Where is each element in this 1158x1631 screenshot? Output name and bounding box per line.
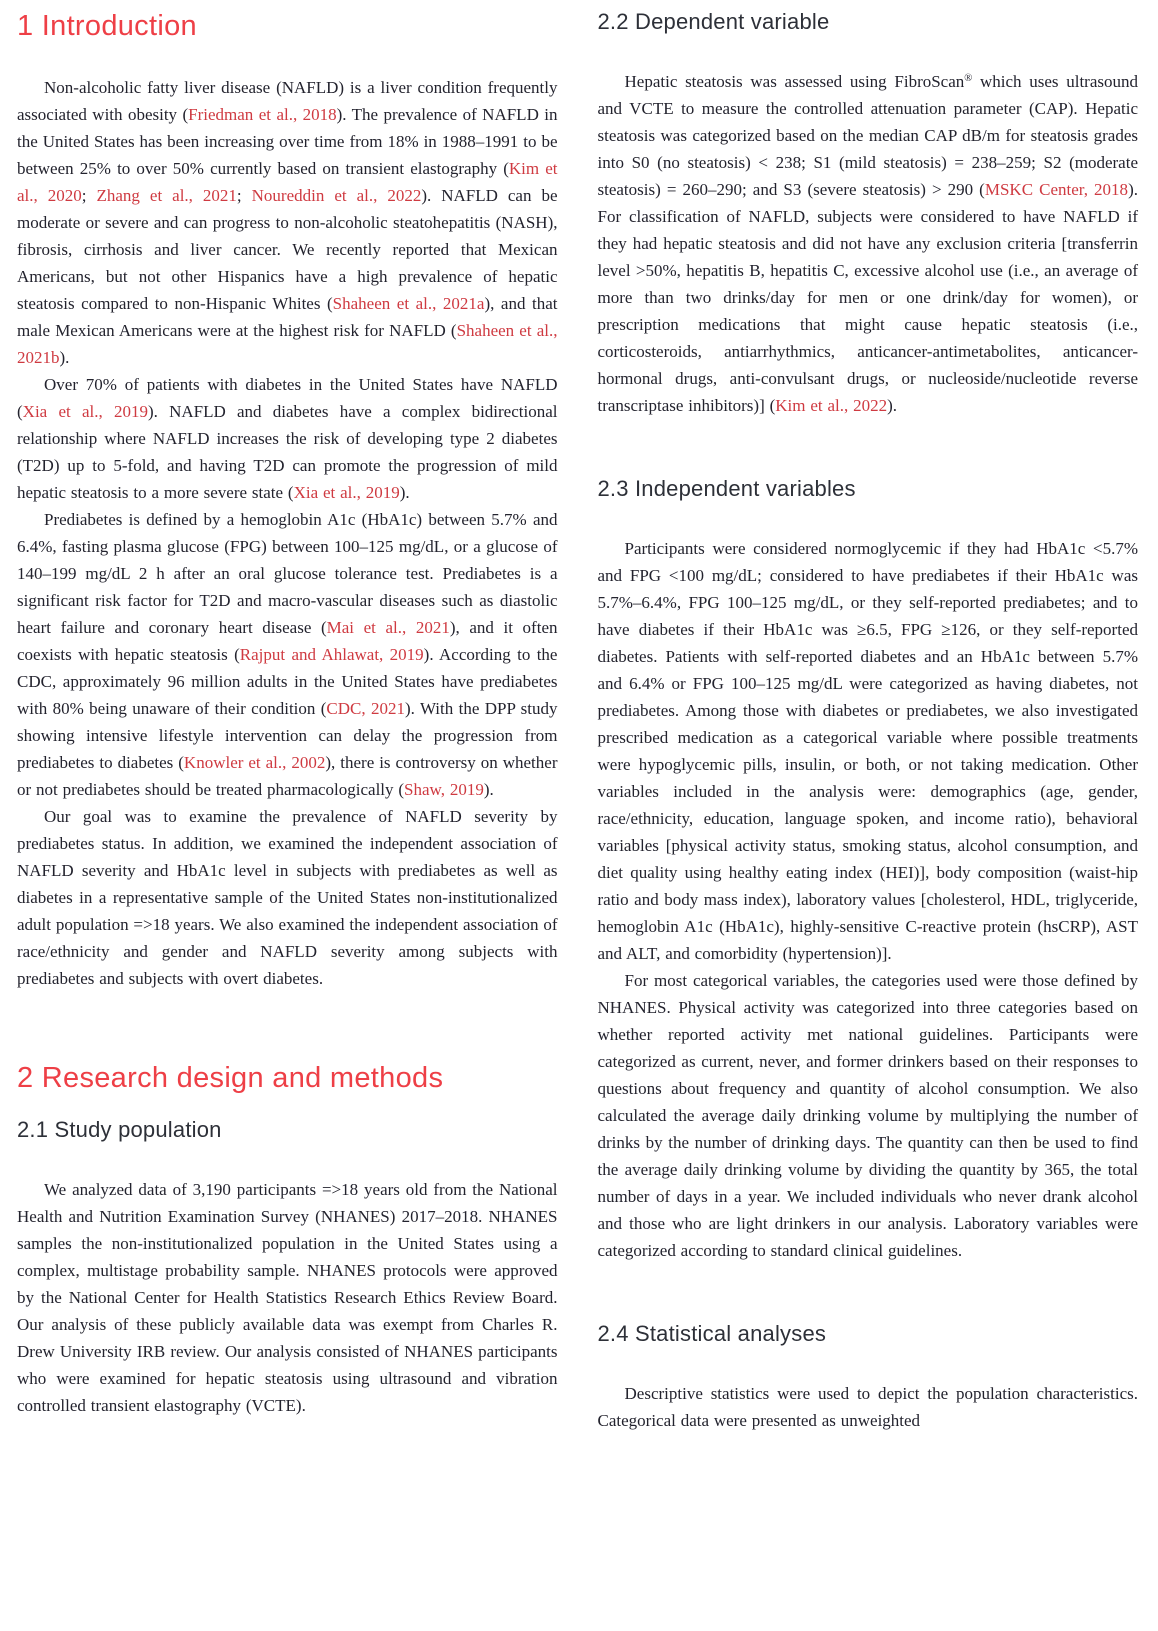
- citation-link[interactable]: Noureddin et al., 2022: [251, 186, 422, 205]
- text-run: Hepatic steatosis was assessed using FibroScan: [624, 72, 965, 91]
- text-run: ). For classification of NAFLD, subjects were considered to have NAFLD if they had hepatic steatosis and did not have any exclusion criteria [transferrin level >50%, hepatitis B, hepatitis C, excessive alcohol use (i.e., an average of more than two drinks/day for men or one drink/day for women), or prescription medications that might cause hepatic steatosis (i.e., corticosteroids, antiarrhythmics, anticancer-antimetabolites, anticancer-hormonal drugs, anti-convulsant drugs, or nucleoside/nucleotide reverse transcriptase inhibitors)] (: [597, 180, 1138, 415]
- citation-link[interactable]: Shaw, 2019: [404, 780, 484, 799]
- text-run: ), there is controversy on whether or not prediabetes should be treated pharmacologically (: [17, 753, 558, 799]
- text-run: ;: [81, 186, 97, 205]
- subsection-heading: 2.2 Dependent variable: [597, 9, 830, 34]
- text-run: ). According to the CDC, approximately 96 million adults in the United States have prediabetes with 80% being unaware of their condition (: [17, 645, 558, 718]
- text-run: ).: [483, 780, 494, 799]
- text-run: Our goal was to examine the prevalence of NAFLD severity by prediabetes status. In addition, we examined the independent association of NAFLD severity and HbA1c level in subjects with prediabetes as well as diabetes in a representative sample of the United States non-institutionalized adult population =>18 years. We also examined the independent association of race/ethnicity and gender and NAFLD severity among subjects with prediabetes and subjects with overt diabetes.: [17, 807, 558, 988]
- text-run: Non-alcoholic fatty liver disease (NAFLD) is a liver condition frequently associated with obesity (: [17, 78, 558, 124]
- text-run: ).: [59, 348, 70, 367]
- paragraph: [598, 68, 1139, 419]
- text-run: ;: [236, 186, 252, 205]
- text-run: ). NAFLD can be moderate or severe and can progress to non-alcoholic steatohepatitis (NASH), fibrosis, cirrhosis and liver cancer. We recently reported that Mexican Americans, but not other Hispanics have a high prevalence of hepatic steatosis compared to non-Hispanic Whites (: [17, 186, 558, 313]
- citation-link[interactable]: Shaheen et al., 2021a: [332, 294, 485, 313]
- section-heading: 2 Research design and methods: [17, 1062, 444, 1094]
- text-run: ). With the DPP study showing intensive lifestyle intervention can delay the progression from prediabetes to diabetes (: [17, 699, 558, 772]
- text-run: which uses ultrasound and VCTE to measure the controlled attenuation parameter (CAP). Hepatic steatosis was categorized based on the median CAP dB/m for steatosis grades into S0 (no steatosis) < 238; S1 (mild steatosis) = 238–259; S2 (moderate steatosis) = 260–290; and S3 (severe steatosis) > 290 (: [597, 72, 1138, 199]
- paragraph: [598, 535, 1139, 967]
- registered-trademark-icon: ®: [964, 73, 973, 84]
- citation-link[interactable]: Knowler et al., 2002: [183, 753, 326, 772]
- paragraph: [17, 371, 558, 506]
- text-run: Descriptive statistics were used to depict the population characteristics. Categorical data were presented as unweighted: [597, 1384, 1138, 1430]
- text-run: ). The prevalence of NAFLD in the United States has been increasing over time from 18% in 1988–1991 to be between 25% to over 50% currently based on transient elastography (: [17, 105, 558, 178]
- text-run: ). NAFLD and diabetes have a complex bidirectional relationship where NAFLD increases the risk of developing type 2 diabetes (T2D) up to 5-fold, and having T2D can promote the progression of mild hepatic steatosis to a more severe state (: [17, 402, 558, 502]
- paragraph: [598, 1380, 1139, 1434]
- section-heading: 1 Introduction: [17, 10, 197, 42]
- text-run: ), and that male Mexican Americans were at the highest risk for NAFLD (: [17, 294, 558, 340]
- text-run: We analyzed data of 3,190 participants =>18 years old from the National Health and Nutrition Examination Survey (NHANES) 2017–2018. NHANES samples the non-institutionalized population in the United States using a complex, multistage probability sample. NHANES protocols were approved by the National Center for Health Statistics Research Ethics Review Board. Our analysis of these publicly available data was exempt from Charles R. Drew University IRB review. Our analysis consisted of NHANES participants who were examined for hepatic steatosis using ultrasound and vibration controlled transient elastography (VCTE).: [17, 1180, 558, 1415]
- citation-link[interactable]: Xia et al., 2019: [293, 483, 400, 502]
- citation-link[interactable]: Kim et al., 2020: [17, 159, 558, 205]
- text-run: ), and it often coexists with hepatic steatosis (: [17, 618, 558, 664]
- citation-link[interactable]: Kim et al., 2022: [775, 396, 888, 415]
- text-run: ).: [887, 396, 897, 415]
- text-run: Participants were considered normoglycemic if they had HbA1c <5.7% and FPG <100 mg/dL; considered to have prediabetes if their HbA1c was 5.7%–6.4%, FPG 100–125 mg/dL, or they self-reported prediabetes; and to have diabetes if their HbA1c was ≥6.5, FPG ≥126, or they self-reported diabetes. Patients with self-reported diabetes and an HbA1c between 5.7% and 6.4% or FPG 100–125 mg/dL were categorized as having diabetes, not prediabetes. Among those with diabetes or prediabetes, we also investigated prescribed medication as a categorical variable where possible treatments were hypoglycemic pills, insulin, or both, or not taking medication. Other variables included in the analysis were: demographics (age, gender, race/ethnicity, education, language spoken, and income ratio), behavioral variables [physical activity status, smoking status, alcohol consumption, and diet quality using healthy eating index (HEI)], body composition (waist-hip ratio and body mass index), laboratory values [cholesterol, HDL, triglyceride, hemoglobin A1c (HbA1c), highly-sensitive C-reactive protein (hsCRP), AST and ALT, and comorbidity (hypertension)].: [597, 539, 1138, 963]
- subsection-heading: 2.4 Statistical analyses: [597, 1321, 827, 1346]
- citation-link[interactable]: MSKC Center, 2018: [984, 180, 1129, 199]
- citation-link[interactable]: Zhang et al., 2021: [96, 186, 237, 205]
- text-run: For most categorical variables, the categories used were those defined by NHANES. Physical activity was categorized into three categories based on whether reported activity met national guidelines. Participants were categorized as current, never, and former drinkers based on their responses to questions about frequency and quantity of alcohol consumption. We also calculated the average daily drinking volume by multiplying the number of drinks by the number of drinking days. The quantity can then be used to find the average daily drinking volume by dividing the quantity by 365, the total number of days in a year. We included individuals who never drank alcohol and those who are light drinkers in our analysis. Laboratory variables were categorized according to standard clinical guidelines.: [597, 971, 1138, 1260]
- text-run: Over 70% of patients with diabetes in the United States have NAFLD (: [17, 375, 558, 421]
- text-run: Prediabetes is defined by a hemoglobin A1c (HbA1c) between 5.7% and 6.4%, fasting plasma glucose (FPG) between 100–125 mg/dL, or a glucose of 140–199 mg/dL 2 h after an oral glucose tolerance test. Prediabetes is a significant risk factor for T2D and macro-vascular diseases such as diastolic heart failure and coronary heart disease (: [17, 510, 558, 637]
- citation-link[interactable]: Mai et al., 2021: [326, 618, 450, 637]
- subsection-heading: 2.1 Study population: [17, 1117, 222, 1142]
- paragraph: [17, 803, 558, 992]
- citation-link[interactable]: Shaheen et al., 2021b: [17, 321, 558, 367]
- paragraph: [17, 74, 558, 371]
- citation-link[interactable]: Xia et al., 2019: [22, 402, 148, 421]
- paragraph: [17, 506, 558, 803]
- citation-link[interactable]: CDC, 2021: [326, 699, 405, 718]
- left-column: [17, 8, 558, 1434]
- paragraph: [17, 1176, 558, 1419]
- citation-link[interactable]: Friedman et al., 2018: [188, 105, 337, 124]
- citation-link[interactable]: Rajput and Ahlawat, 2019: [239, 645, 424, 664]
- subsection-heading: 2.3 Independent variables: [597, 476, 856, 501]
- text-run: ).: [399, 483, 410, 502]
- right-column: [598, 8, 1139, 1434]
- paragraph: [598, 967, 1139, 1264]
